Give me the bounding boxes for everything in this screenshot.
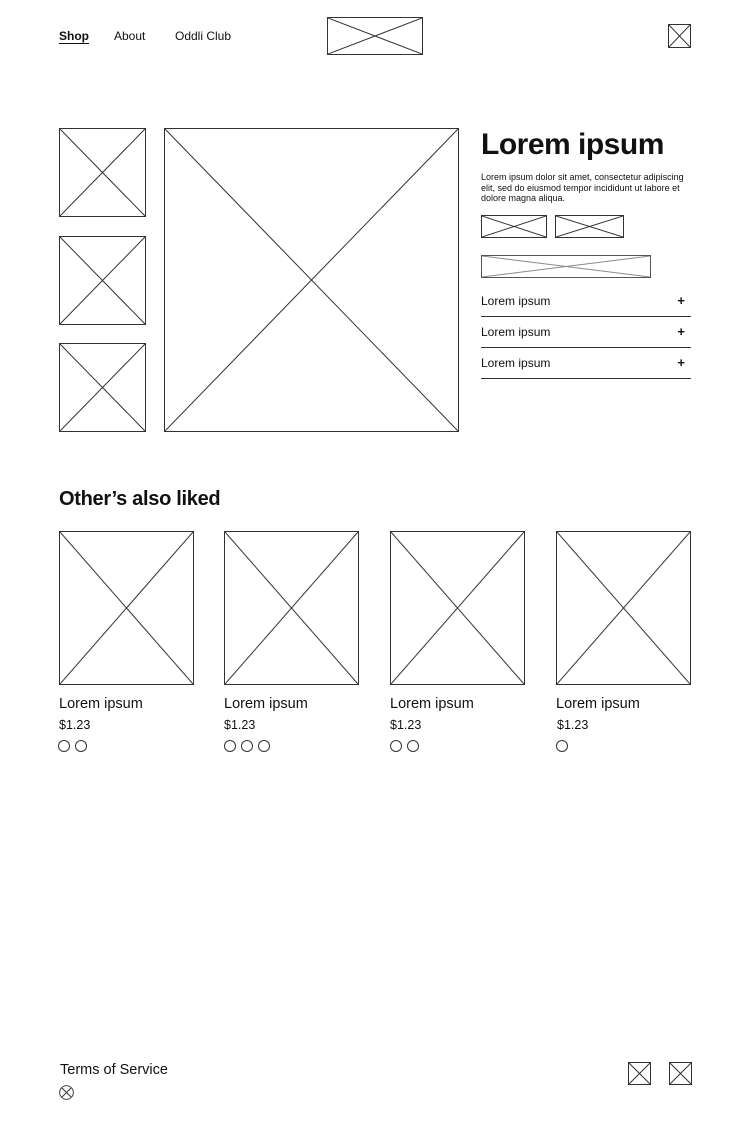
accordion-label: Lorem ipsum bbox=[481, 294, 551, 308]
plus-icon[interactable]: + bbox=[677, 355, 685, 370]
color-swatch[interactable] bbox=[556, 740, 568, 752]
accordion-item-3[interactable] bbox=[481, 348, 691, 379]
related-product-price-2: $1.23 bbox=[224, 718, 256, 732]
related-product-price-4: $1.23 bbox=[557, 718, 589, 732]
related-product-image-3[interactable] bbox=[390, 531, 525, 685]
product-thumbnail-3[interactable] bbox=[59, 343, 146, 432]
accordion-item-2[interactable] bbox=[481, 317, 691, 348]
nav-oddli-club-link[interactable]: Oddli Club bbox=[175, 29, 232, 43]
product-description: Lorem ipsum dolor sit amet, consectetur adipiscing elit, sed do eiusmod tempor incididunt ut labore et dolore magna aliqua. bbox=[481, 172, 684, 203]
related-product-image-2[interactable] bbox=[224, 531, 359, 685]
color-swatch[interactable] bbox=[58, 740, 70, 752]
product-main-image bbox=[164, 128, 459, 432]
variant-option-1[interactable] bbox=[481, 215, 547, 238]
terms-of-service-link[interactable]: Terms of Service bbox=[60, 1062, 168, 1078]
nav-about-link[interactable]: About bbox=[114, 29, 146, 43]
cart-icon[interactable] bbox=[668, 24, 691, 48]
related-product-name-4[interactable]: Lorem ipsum bbox=[556, 696, 640, 712]
color-swatch[interactable] bbox=[258, 740, 270, 752]
color-swatch[interactable] bbox=[390, 740, 402, 752]
related-product-name-1[interactable]: Lorem ipsum bbox=[59, 696, 143, 712]
close-circle-icon[interactable] bbox=[59, 1085, 74, 1100]
color-swatches-2 bbox=[224, 740, 270, 752]
logo-image-placeholder[interactable] bbox=[327, 17, 423, 55]
social-icon-2[interactable] bbox=[669, 1062, 692, 1085]
color-swatch[interactable] bbox=[241, 740, 253, 752]
related-product-image-1[interactable] bbox=[59, 531, 194, 685]
color-swatch[interactable] bbox=[224, 740, 236, 752]
color-swatches-1 bbox=[58, 740, 87, 752]
related-product-price-1: $1.23 bbox=[59, 718, 91, 732]
related-product-name-2[interactable]: Lorem ipsum bbox=[224, 696, 308, 712]
related-product-image-4[interactable] bbox=[556, 531, 691, 685]
social-icon-1[interactable] bbox=[628, 1062, 651, 1085]
product-thumbnail-1[interactable] bbox=[59, 128, 146, 217]
accordion-label: Lorem ipsum bbox=[481, 325, 551, 339]
product-thumbnail-2[interactable] bbox=[59, 236, 146, 325]
related-section-title: Other’s also liked bbox=[59, 488, 221, 510]
color-swatches-4 bbox=[556, 740, 568, 752]
plus-icon[interactable]: + bbox=[677, 293, 685, 308]
product-title: Lorem ipsum bbox=[481, 128, 664, 161]
color-swatch[interactable] bbox=[75, 740, 87, 752]
related-product-price-3: $1.23 bbox=[390, 718, 422, 732]
variant-option-2[interactable] bbox=[555, 215, 624, 238]
color-swatches-3 bbox=[390, 740, 419, 752]
color-swatch[interactable] bbox=[407, 740, 419, 752]
add-to-cart-button[interactable] bbox=[481, 255, 651, 278]
accordion-label: Lorem ipsum bbox=[481, 356, 551, 370]
plus-icon[interactable]: + bbox=[677, 324, 685, 339]
related-product-name-3[interactable]: Lorem ipsum bbox=[390, 696, 474, 712]
nav-shop-link[interactable]: Shop bbox=[59, 29, 89, 43]
accordion-item-1[interactable] bbox=[481, 286, 691, 317]
